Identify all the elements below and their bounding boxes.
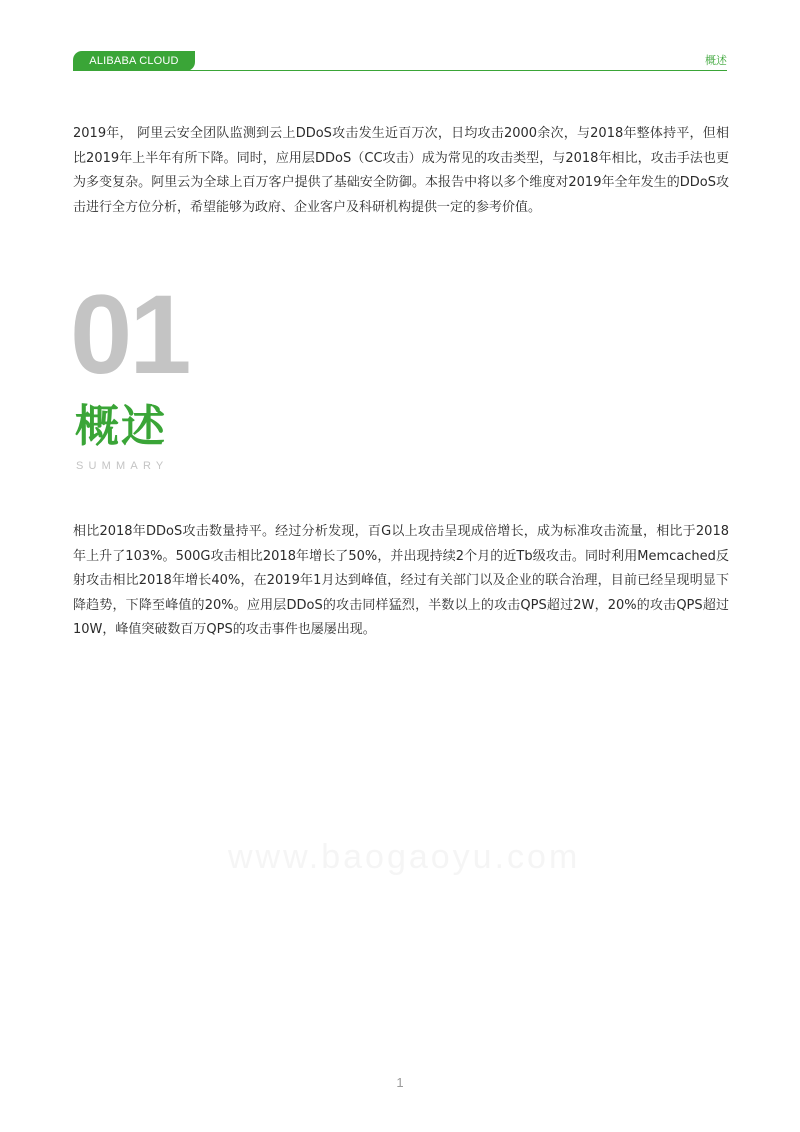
- chapter-subtitle: SUMMARY: [76, 460, 169, 472]
- page-number: 1: [396, 1075, 404, 1090]
- header-section-title: 概述: [705, 54, 727, 67]
- brand-tag: ALIBABA CLOUD: [73, 51, 195, 71]
- header-divider: [73, 70, 727, 71]
- summary-paragraph: 相比2018年DDoS攻击数量持平。经过分析发现，百G以上攻击呈现成倍增长，成为标准攻击流量，相比于2018年上升了103%。500G攻击相比2018年增长了50%，并出现持续2个月的近Tb级攻击。同时利用Memcached反射攻击相比2018年增长40%，在2019年1月达到峰值，经过有关部门以及企业的联合治理，目前已经呈现明显下降趋势，下降至峰值的20%。应用层DDoS的攻击同样猛烈，半数以上的攻击QPS超过2W，20%的攻击QPS超过10W，峰值突破数百万QPS的攻击事件也屡屡出现。: [73, 524, 729, 637]
- chapter-title: 概述: [75, 401, 167, 452]
- chapter-number: 01: [70, 272, 189, 397]
- intro-paragraph: 2019年， 阿里云安全团队监测到云上DDoS攻击发生近百万次，日均攻击2000余次，与2018年整体持平，但相比2019年上半年有所下降。同时，应用层DDoS（CC攻击）成为常见的攻击类型，与2018年相比，攻击手法也更为多变复杂。阿里云为全球上百万客户提供了基础安全防御。本报告中将以多个维度对2019年全年发生的DDoS攻击进行全方位分析，希望能够为政府、企业客户及科研机构提供一定的参考价值。: [73, 126, 729, 215]
- watermark: www.baogaoyu.com: [228, 838, 581, 876]
